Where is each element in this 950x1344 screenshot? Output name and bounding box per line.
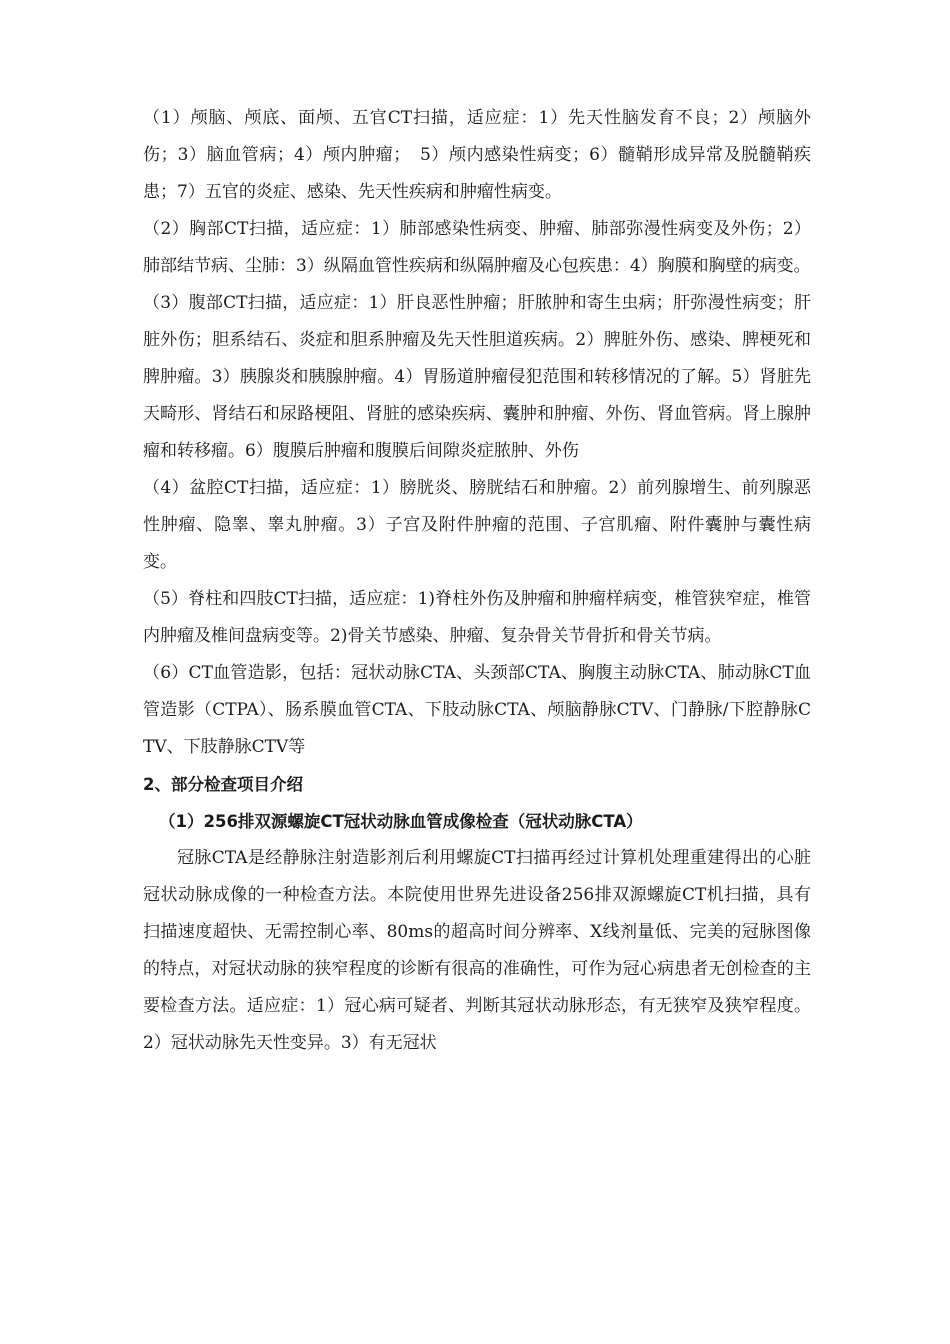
paragraph-pelvis-ct: （4）盆腔CT扫描，适应症：1）膀胱炎、膀胱结石和肿瘤。2）前列腺增生、前列腺恶性肿瘤、隐睾、睾丸肿瘤。3）子宫及附件肿瘤的范围、子宫肌瘤、附件囊肿与囊性病变。 xyxy=(143,478,811,572)
paragraph-coronary-cta: 冠脉CTA是经静脉注射造影剂后利用螺旋CT扫描再经过计算机处理重建得出的心脏冠状动脉成像的一种检查方法。本院使用世界先进设备256排双源螺旋CT机扫描，具有扫描速度超快、无需控制心率、80ms的超高时间分辨率、X线剂量低、完美的冠脉图像的特点，对冠状动脉的狭窄程度的诊断有很高的准确性，可作为冠心病患者无创检查的主要检查方法。适应症：1）冠心病可疑者、判断其冠状动脉形态，有无狭窄及狭窄程度。2）冠状动脉先天性变异。3）有无冠状 xyxy=(143,848,811,1053)
paragraph-ct-angiography: （6）CT血管造影，包括：冠状动脉CTA、头颈部CTA、胸腹主动脉CTA、肺动脉CT血管造影（CTPA）、肠系膜血管CTA、下肢动脉CTA、颅脑静脉CTV、门静脉/下腔静脉CTV、下肢静脉CTV等 xyxy=(143,663,811,757)
paragraph-spine-limbs-ct: （5）脊柱和四肢CT扫描，适应症：1)脊柱外伤及肿瘤和肿瘤样病变，椎管狭窄症，椎管内肿瘤及椎间盘病变等。2)骨关节感染、肿瘤、复杂骨关节骨折和骨关节病。 xyxy=(143,589,811,646)
paragraph-abdomen-ct: （3）腹部CT扫描，适应症：1）肝良恶性肿瘤；肝脓肿和寄生虫病；肝弥漫性病变；肝脏外伤；胆系结石、炎症和胆系肿瘤及先天性胆道疾病。2）脾脏外伤、感染、脾梗死和脾肿瘤。3）胰腺炎和胰腺肿瘤。4）胃肠道肿瘤侵犯范围和转移情况的了解。5）肾脏先天畸形、肾结石和尿路梗阻、肾脏的感染疾病、囊肿和肿瘤、外伤、肾血管病。肾上腺肿瘤和转移瘤。6）腹膜后肿瘤和腹膜后间隙炎症脓肿、外伤 xyxy=(143,293,811,461)
paragraph-chest-ct: （2）胸部CT扫描，适应症：1）肺部感染性病变、肿瘤、肺部弥漫性病变及外伤；2）肺部结节病、尘肺：3）纵隔血管性疾病和纵隔肿瘤及心包疾患：4）胸膜和胸壁的病变。 xyxy=(143,219,811,276)
section-heading: 2、部分检查项目介绍 xyxy=(143,775,303,794)
document-page xyxy=(143,100,811,1062)
paragraph-head-ct: （1）颅脑、颅底、面颅、五官CT扫描，适应症：1）先天性脑发育不良；2）颅脑外伤；3）脑血管病；4）颅内肿瘤； 5）颅内感染性病变；6）髓鞘形成异常及脱髓鞘疾患；7）五官的炎症、感染、先天性疾病和肿瘤性病变。 xyxy=(143,108,811,202)
sub-heading: （1）256排双源螺旋CT冠状动脉血管成像检查（冠状动脉CTA） xyxy=(159,812,643,831)
